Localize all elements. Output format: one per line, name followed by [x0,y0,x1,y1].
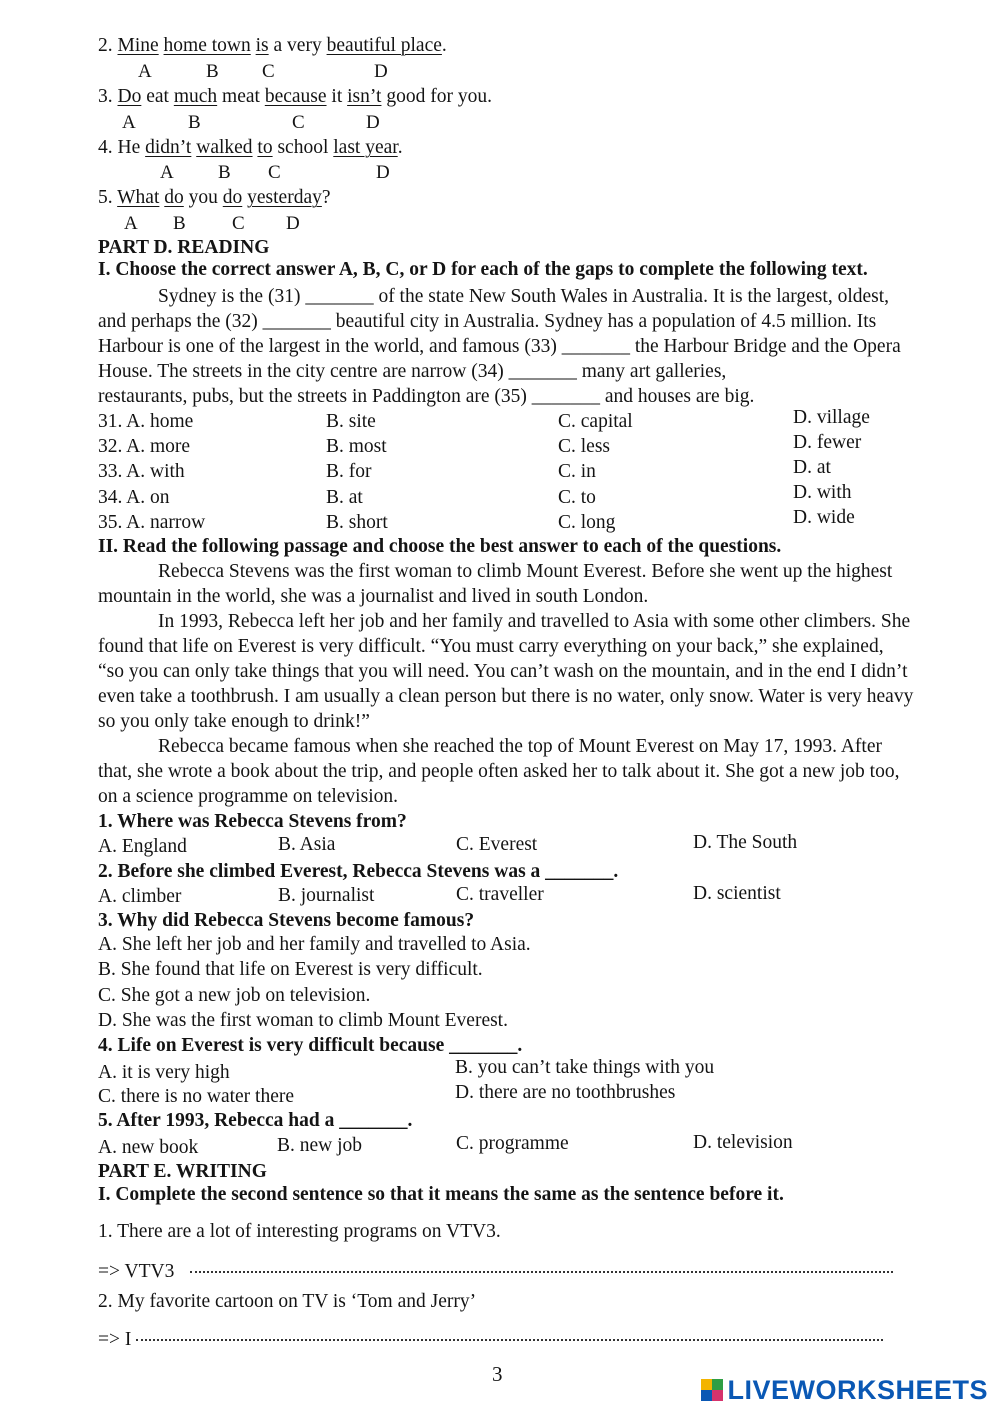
option-c[interactable]: C. traveller [456,884,544,905]
option-c[interactable]: C. She got a new job on television. [98,985,371,1006]
option-b[interactable]: B. at [326,487,363,508]
option-b[interactable]: B. you can’t take things with you [455,1057,715,1078]
option-c[interactable]: C. programme [456,1133,569,1154]
liveworksheets-logo-icon [701,1379,723,1401]
passage-line: Sydney is the (31) _______ of the state New South Wales in Australia. It is the largest, oldest, [158,286,890,307]
option-a[interactable]: 33. A. with [98,461,185,482]
option-d[interactable]: D. television [693,1132,793,1153]
option-b[interactable]: B. for [326,461,372,482]
option-c[interactable]: C. to [558,487,596,508]
passage-line: that, she wrote a book about the trip, and people often asked her to talk about it. She got a new job too, [98,761,900,782]
option-d[interactable]: D. fewer [793,432,862,453]
passage-line: so you only take enough to drink!” [98,711,370,732]
reading-question-4: 4. Life on Everest is very difficult because _______. [98,1035,523,1056]
option-d[interactable]: D. there are no toothbrushes [455,1082,676,1103]
option-d[interactable]: D. scientist [693,883,781,904]
passage-line: on a science programme on television. [98,786,398,807]
option-b[interactable]: B. short [326,512,388,533]
passage-line: In 1993, Rebecca left her job and her family and travelled to Asia with some other climbers. She [158,611,911,632]
option-c[interactable]: C. less [558,436,611,457]
error-question-4: 4. He didn’t walked to school last year. [98,137,403,158]
passage-line: and perhaps the (32) _______ beautiful city in Australia. Sydney has a population of 4.5 million. Its [98,311,877,332]
option-c[interactable]: C. Everest [456,834,538,855]
option-a[interactable]: 34. A. on [98,487,170,508]
option-d[interactable]: D. She was the first woman to climb Mount Everest. [98,1010,508,1031]
option-a[interactable]: 31. A. home [98,411,194,432]
part-d-title: PART D. READING [98,237,270,258]
reading-section-1-heading: I. Choose the correct answer A, B, C, or D for each of the gaps to complete the following text. [98,259,868,280]
passage-line: Rebecca Stevens was the first woman to climb Mount Everest. Before she went up the highest [158,561,893,582]
error-question-5: 5. What do you do yesterday? [98,187,331,208]
option-c[interactable]: C. long [558,512,616,533]
passage-line: mountain in the world, she was a journalist and lived in south London. [98,586,649,607]
liveworksheets-logo[interactable] [701,1375,988,1405]
writing-prompt-1: => VTV3 [98,1261,175,1282]
option-d[interactable]: D. wide [793,507,855,528]
option-b[interactable]: B. journalist [278,885,375,906]
option-d[interactable]: D. village [793,407,870,428]
passage-line: Rebecca became famous when she reached the top of Mount Everest on May 17, 1993. After [158,736,882,757]
option-d[interactable]: D. with [793,482,852,503]
error-question-3: 3. Do eat much meat because it isn’t good for you. [98,86,492,107]
writing-section-1-heading: I. Complete the second sentence so that it means the same as the sentence before it. [98,1184,784,1205]
option-a[interactable]: 32. A. more [98,436,191,457]
worksheet-page: 2. Mine home town is a very beautiful place. A B C D 3. Do eat much meat because it isn’t good for you. A B C D 4. He didn’t walked to school last year. A B C D 5. What do you do yesterday? A B C D PART D. READING I. Choose the correct answer A, B, C, or D for each of the gaps to complete the following text. Sydney is the (31) _______ of the state New South Wales in Australia. It is the largest, oldest, and perhaps the (32) _______ beautiful city in Australia. Sydney has a population of 4.5 million. Its Harbour is one of the largest in the world, and famous (33) _______ the Harbour Bridge and the Opera House. The streets in the city centre are narrow (34) _______ many art galleries, restaurants, pubs, but the streets in Paddington are (35) _______ and houses are big. 31. A. home B. site C. capital D. village 32. A. more B. most C. less D. fewer 33. A. with B. for C. in D. at 34. A. on B. at C. to D. with 35. A. narrow B. short C. long D. wide II. Read the following passage and choose the best answer to each of the questions. Rebecca Stevens was the first woman to climb Mount Everest. Before she went up the highest mountain in the world, she was a journalist and lived in south London. In 1993, Rebecca left her job and her family and travelled to Asia with some other climbers. She found that life on Everest is very difficult. “You must carry everything on your back,” she explained, “so you can only take things that you will need. You can’t wash on the mountain, and in the end I didn’t even take a toothbrush. I am usually a clean person but there is no water, only snow. Water is very heavy so you only take enough to drink!” Rebecca became famous when she reached the top of Mount Everest on May 17, 1993. After that, she wrote a book about the trip, and people often asked her to talk about it. She got a new job too, on a science programme on television. 1. Where was Rebecca Stevens from? A. England B. Asia C. Everest D. The South 2. Before she climbed Everest, Rebecca Stevens was a _______. A. climber B. journalist C. traveller D. scientist 3. Why did Rebecca Stevens become famous? A. She left her job and her family and travelled to Asia. B. She found that life on Everest is very difficult. C. She got a new job on television. D. She was the first woman to climb Mount Everest. 4. Life on Everest is very difficult because _______. A. it is very high B. you can’t take things with you C. there is no water there D. there are no toothbrushes 5. After 1993, Rebecca had a _______. A. new book B. new job C. programme D. television PART E. WRITING I. Complete the second sentence so that it means the same as the sentence before it. 1. There are a lot of interesting programs on VTV3. => VTV3 2. My favorite cartoon on TV is ‘Tom and Jerry’ => I 3 LIVEWORKSHEETS [98,35,988,1405]
option-d[interactable]: D. The South [693,832,798,853]
reading-question-2: 2. Before she climbed Everest, Rebecca Stevens was a _______. [98,861,619,882]
writing-sentence-2: 2. My favorite cartoon on TV is ‘Tom and Jerry’ [98,1291,477,1312]
passage-line: restaurants, pubs, but the streets in Paddington are (35) _______ and houses are big. [98,386,755,407]
option-a[interactable]: A. England [98,836,187,857]
page-number: 3 [492,1362,503,1386]
answer-line-2[interactable] [136,1339,883,1341]
option-d[interactable]: D. at [793,457,831,478]
reading-section-2-heading: II. Read the following passage and choose the best answer to each of the questions. [98,536,782,557]
option-a[interactable]: A. new book [98,1137,199,1158]
passage-line: even take a toothbrush. I am usually a clean person but there is no water, only snow. Water is very heavy [98,686,914,707]
part-e-title: PART E. WRITING [98,1161,267,1182]
option-b[interactable]: B. site [326,411,376,432]
option-c[interactable]: C. there is no water there [98,1086,295,1107]
logo-text: LIVEWORKSHEETS [727,1374,988,1405]
reading-question-1: 1. Where was Rebecca Stevens from? [98,811,407,832]
passage-line: Harbour is one of the largest in the world, and famous (33) _______ the Harbour Bridge and the Opera [98,336,901,357]
option-a[interactable]: 35. A. narrow [98,512,206,533]
reading-question-3: 3. Why did Rebecca Stevens become famous? [98,910,475,931]
option-c[interactable]: C. capital [558,411,633,432]
option-c[interactable]: C. in [558,461,596,482]
writing-sentence-1: 1. There are a lot of interesting programs on VTV3. [98,1221,501,1242]
option-b[interactable]: B. most [326,436,387,457]
error-question-2: 2. Mine home town is a very beautiful place. [98,35,447,56]
writing-prompt-2: => I [98,1329,132,1350]
answer-line-1[interactable] [190,1271,893,1273]
passage-line: found that life on Everest is very difficult. “You must carry everything on your back,” she explained, [98,636,884,657]
option-a[interactable]: A. it is very high [98,1062,230,1083]
option-b[interactable]: B. She found that life on Everest is very difficult. [98,959,483,980]
passage-line: “so you can only take things that you will need. You can’t wash on the mountain, and in the end I didn’t [98,661,908,682]
option-a[interactable]: A. climber [98,886,182,907]
option-b[interactable]: B. new job [277,1135,363,1156]
option-a[interactable]: A. She left her job and her family and travelled to Asia. [98,934,531,955]
passage-line: House. The streets in the city centre are narrow (34) _______ many art galleries, [98,361,727,382]
reading-question-5: 5. After 1993, Rebecca had a _______. [98,1110,413,1131]
option-b[interactable]: B. Asia [278,834,336,855]
